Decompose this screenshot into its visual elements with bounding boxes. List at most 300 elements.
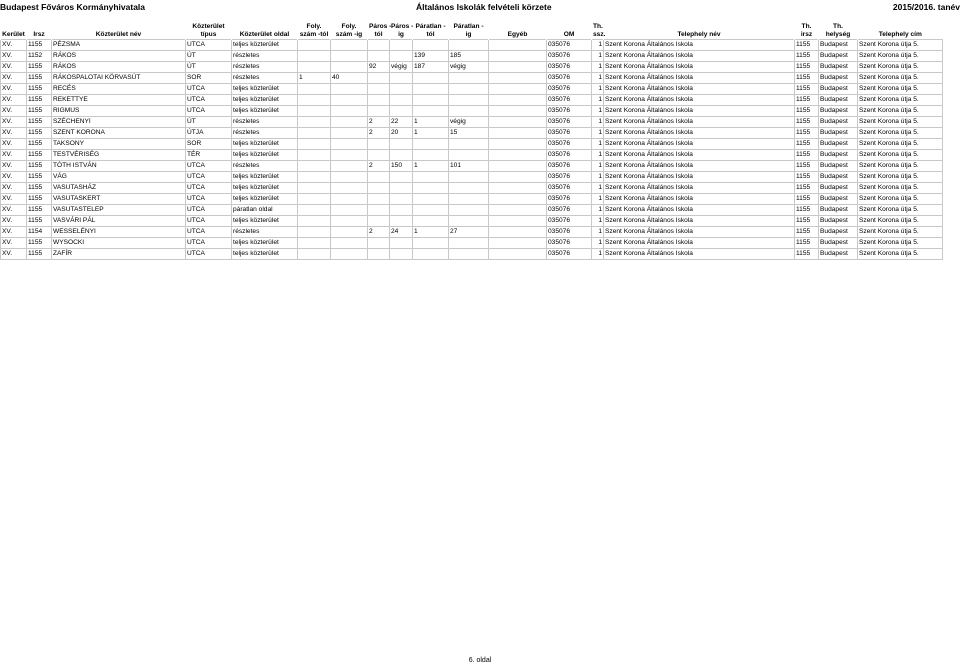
cell-street-name: PÉZSMA (52, 40, 186, 51)
cell-street-side: részletes (232, 128, 298, 139)
column-header-line1: Foly. (306, 23, 322, 30)
cell-other (489, 73, 547, 84)
cell-om-code: 035076 (547, 161, 592, 172)
cell-site-address: Szent Korona útja 5. (858, 172, 943, 183)
cell-site-postal-code: 1155 (795, 51, 819, 62)
column-header-site-city (819, 15, 858, 40)
cell-site-address: Szent Korona útja 5. (858, 139, 943, 150)
cell-street-side: teljes közterület (232, 84, 298, 95)
column-header-street-name (52, 15, 186, 40)
page-number: 6. oldal (468, 657, 492, 664)
cell-site-address: Szent Korona útja 5. (858, 249, 943, 260)
column-header-odd-to (449, 15, 489, 40)
cell-odd-from: 1 (413, 128, 449, 139)
cell-cont-from (298, 216, 331, 227)
cell-street-side: részletes (232, 227, 298, 238)
table-row (1, 139, 943, 150)
cell-street-name: SZENT KORONA (52, 128, 186, 139)
cell-street-side: páratlan oldal (232, 205, 298, 216)
cell-cont-to (331, 172, 368, 183)
cell-cont-to (331, 183, 368, 194)
cell-even-to (390, 95, 413, 106)
cell-cont-from (298, 62, 331, 73)
table-row (1, 161, 943, 172)
cell-site-name: Szent Korona Általános Iskola (604, 139, 795, 150)
cell-odd-to (449, 150, 489, 161)
cell-street-type: UTCA (186, 40, 232, 51)
cell-district: XV. (1, 183, 27, 194)
cell-om-code: 035076 (547, 238, 592, 249)
cell-other (489, 95, 547, 106)
cell-even-to (390, 205, 413, 216)
cell-site-name: Szent Korona Általános Iskola (604, 205, 795, 216)
cell-street-name: RÁKOS (52, 62, 186, 73)
table-row (1, 194, 943, 205)
column-header-line1: Th. (833, 23, 843, 30)
cell-postal-code: 1155 (27, 194, 52, 205)
table-row (1, 40, 943, 51)
cell-street-side: teljes közterület (232, 183, 298, 194)
cell-district: XV. (1, 62, 27, 73)
cell-site-address: Szent Korona útja 5. (858, 194, 943, 205)
column-header-line2: ssz. (593, 31, 606, 38)
cell-site-city: Budapest (819, 117, 858, 128)
cell-cont-from (298, 183, 331, 194)
cell-postal-code: 1155 (27, 172, 52, 183)
column-header-line1 (2, 23, 25, 31)
cell-street-side: részletes (232, 73, 298, 84)
cell-street-name: RECÉS (52, 84, 186, 95)
cell-other (489, 238, 547, 249)
cell-site-city: Budapest (819, 161, 858, 172)
cell-even-to: 22 (390, 117, 413, 128)
cell-street-name: VASUTASHÁZ (52, 183, 186, 194)
cell-site-address: Szent Korona útja 5. (858, 117, 943, 128)
table-row (1, 238, 943, 249)
cell-om-code: 035076 (547, 194, 592, 205)
cell-cont-from (298, 205, 331, 216)
cell-even-from (368, 194, 390, 205)
cell-odd-to: 27 (449, 227, 489, 238)
cell-district: XV. (1, 249, 27, 260)
cell-even-from (368, 95, 390, 106)
cell-even-to: 24 (390, 227, 413, 238)
cell-odd-from: 1 (413, 117, 449, 128)
cell-site-name: Szent Korona Általános Iskola (604, 51, 795, 62)
header-school-year: 2015/2016. tanév (892, 2, 960, 12)
column-header-cont-from (298, 15, 331, 40)
cell-even-from (368, 216, 390, 227)
table-row (1, 117, 943, 128)
cell-district: XV. (1, 106, 27, 117)
cell-odd-to (449, 40, 489, 51)
cell-site-city: Budapest (819, 73, 858, 84)
table-row (1, 95, 943, 106)
cell-site-name: Szent Korona Általános Iskola (604, 106, 795, 117)
column-header-line2: Egyéb (507, 31, 528, 38)
cell-postal-code: 1155 (27, 216, 52, 227)
cell-site-name: Szent Korona Általános Iskola (604, 128, 795, 139)
cell-street-type: ÚTJA (186, 128, 232, 139)
cell-odd-to (449, 95, 489, 106)
cell-cont-from (298, 51, 331, 62)
cell-district: XV. (1, 128, 27, 139)
cell-postal-code: 1155 (27, 161, 52, 172)
cell-odd-from: 1 (413, 161, 449, 172)
cell-odd-from (413, 73, 449, 84)
cell-odd-from (413, 150, 449, 161)
cell-om-code: 035076 (547, 183, 592, 194)
cell-site-postal-code: 1155 (795, 117, 819, 128)
cell-cont-from (298, 150, 331, 161)
column-header-site-number (592, 15, 604, 40)
cell-odd-to (449, 238, 489, 249)
cell-other (489, 40, 547, 51)
cell-site-postal-code: 1155 (795, 194, 819, 205)
cell-odd-to: 101 (449, 161, 489, 172)
cell-even-to (390, 51, 413, 62)
cell-site-postal-code: 1155 (795, 62, 819, 73)
table-row (1, 227, 943, 238)
cell-site-postal-code: 1155 (795, 238, 819, 249)
cell-street-type: UTCA (186, 84, 232, 95)
cell-odd-to (449, 216, 489, 227)
cell-om-code: 035076 (547, 95, 592, 106)
cell-om-code: 035076 (547, 205, 592, 216)
cell-even-to (390, 73, 413, 84)
table-row (1, 150, 943, 161)
cell-street-side: teljes közterület (232, 139, 298, 150)
cell-district: XV. (1, 84, 27, 95)
column-header-om-code (547, 15, 592, 40)
cell-cont-from (298, 249, 331, 260)
cell-other (489, 205, 547, 216)
cell-site-postal-code: 1155 (795, 73, 819, 84)
cell-cont-to (331, 40, 368, 51)
table-row (1, 73, 943, 84)
cell-cont-to (331, 150, 368, 161)
cell-odd-from (413, 194, 449, 205)
cell-site-name: Szent Korona Általános Iskola (604, 238, 795, 249)
cell-other (489, 249, 547, 260)
cell-site-name: Szent Korona Általános Iskola (604, 95, 795, 106)
cell-site-address: Szent Korona útja 5. (858, 128, 943, 139)
cell-om-code: 035076 (547, 128, 592, 139)
cell-site-postal-code: 1155 (795, 106, 819, 117)
cell-odd-to: végig (449, 117, 489, 128)
cell-even-from (368, 139, 390, 150)
cell-site-address: Szent Korona útja 5. (858, 150, 943, 161)
cell-street-side: teljes közterület (232, 238, 298, 249)
column-header-line1: Páratlan - (415, 23, 446, 30)
cell-site-city: Budapest (819, 150, 858, 161)
cell-cont-to: 40 (331, 73, 368, 84)
cell-even-from (368, 73, 390, 84)
cell-odd-from (413, 139, 449, 150)
column-header-line2: tól (426, 31, 435, 38)
cell-postal-code: 1155 (27, 84, 52, 95)
column-header-line1 (233, 23, 296, 31)
column-header-line1: Th. (593, 23, 603, 30)
cell-site-name: Szent Korona Általános Iskola (604, 62, 795, 73)
column-header-even-from (368, 15, 390, 40)
cell-even-from (368, 40, 390, 51)
cell-site-number: 1 (592, 249, 604, 260)
cell-odd-to (449, 139, 489, 150)
cell-site-name: Szent Korona Általános Iskola (604, 150, 795, 161)
cell-even-from (368, 106, 390, 117)
cell-cont-from (298, 128, 331, 139)
cell-cont-from (298, 172, 331, 183)
column-header-line1 (605, 23, 793, 31)
cell-street-name: VASUTASTELEP (52, 205, 186, 216)
cell-om-code: 035076 (547, 106, 592, 117)
cell-site-city: Budapest (819, 40, 858, 51)
cell-site-city: Budapest (819, 172, 858, 183)
column-header-site-address (858, 15, 943, 40)
cell-site-city: Budapest (819, 183, 858, 194)
cell-cont-from (298, 117, 331, 128)
cell-cont-to (331, 249, 368, 260)
cell-street-type: UTCA (186, 227, 232, 238)
cell-odd-from (413, 106, 449, 117)
cell-district: XV. (1, 238, 27, 249)
column-header-line1 (53, 23, 184, 31)
table-row (1, 106, 943, 117)
cell-postal-code: 1154 (27, 227, 52, 238)
cell-even-from (368, 84, 390, 95)
cell-site-city: Budapest (819, 249, 858, 260)
column-header-line1 (859, 23, 942, 31)
column-header-line2: Közterület név (95, 31, 142, 38)
cell-other (489, 106, 547, 117)
cell-cont-to (331, 238, 368, 249)
column-header-line2: OM (563, 31, 575, 38)
cell-district: XV. (1, 150, 27, 161)
cell-site-number: 1 (592, 183, 604, 194)
cell-even-from: 2 (368, 128, 390, 139)
cell-site-city: Budapest (819, 139, 858, 150)
cell-om-code: 035076 (547, 117, 592, 128)
cell-cont-to (331, 227, 368, 238)
cell-district: XV. (1, 51, 27, 62)
cell-postal-code: 1155 (27, 106, 52, 117)
cell-om-code: 035076 (547, 216, 592, 227)
cell-other (489, 172, 547, 183)
cell-site-address: Szent Korona útja 5. (858, 62, 943, 73)
cell-cont-from (298, 194, 331, 205)
cell-site-number: 1 (592, 51, 604, 62)
cell-site-postal-code: 1155 (795, 227, 819, 238)
cell-even-to (390, 106, 413, 117)
cell-even-from (368, 150, 390, 161)
cell-site-number: 1 (592, 172, 604, 183)
cell-even-to (390, 216, 413, 227)
cell-site-number: 1 (592, 84, 604, 95)
cell-street-name: RIGMUS (52, 106, 186, 117)
cell-postal-code: 1155 (27, 238, 52, 249)
cell-even-from (368, 249, 390, 260)
cell-district: XV. (1, 216, 27, 227)
column-header-street-side (232, 15, 298, 40)
cell-site-address: Szent Korona útja 5. (858, 40, 943, 51)
cell-site-name: Szent Korona Általános Iskola (604, 249, 795, 260)
cell-other (489, 51, 547, 62)
cell-street-type: UTCA (186, 172, 232, 183)
table-row (1, 183, 943, 194)
table-row (1, 84, 943, 95)
cell-om-code: 035076 (547, 62, 592, 73)
cell-site-name: Szent Korona Általános Iskola (604, 40, 795, 51)
cell-site-number: 1 (592, 139, 604, 150)
table-row (1, 62, 943, 73)
cell-postal-code: 1155 (27, 150, 52, 161)
table-row (1, 216, 943, 227)
cell-street-type: ÚT (186, 62, 232, 73)
column-header-district (1, 15, 27, 40)
cell-street-name: WYSOCKI (52, 238, 186, 249)
cell-street-type: UTCA (186, 183, 232, 194)
cell-other (489, 117, 547, 128)
cell-site-postal-code: 1155 (795, 84, 819, 95)
cell-even-from (368, 205, 390, 216)
column-header-line2: szám -ig (335, 31, 363, 38)
column-header-line2: irsz (800, 31, 813, 38)
cell-odd-from: 1 (413, 227, 449, 238)
cell-site-city: Budapest (819, 216, 858, 227)
cell-street-name: RÁKOSPALOTAI KÖRVASÚT (52, 73, 186, 84)
cell-even-to: végig (390, 62, 413, 73)
cell-site-city: Budapest (819, 205, 858, 216)
cell-even-to (390, 249, 413, 260)
cell-cont-from: 1 (298, 73, 331, 84)
cell-site-number: 1 (592, 205, 604, 216)
cell-district: XV. (1, 227, 27, 238)
cell-other (489, 227, 547, 238)
cell-site-address: Szent Korona útja 5. (858, 73, 943, 84)
column-header-line2: szám -tól (299, 31, 329, 38)
cell-site-postal-code: 1155 (795, 216, 819, 227)
cell-even-to (390, 172, 413, 183)
cell-site-name: Szent Korona Általános Iskola (604, 227, 795, 238)
cell-street-name: REKETTYE (52, 95, 186, 106)
cell-site-city: Budapest (819, 238, 858, 249)
page-header (0, 0, 960, 14)
cell-district: XV. (1, 172, 27, 183)
cell-site-postal-code: 1155 (795, 40, 819, 51)
cell-street-name: TAKSONY (52, 139, 186, 150)
cell-district: XV. (1, 139, 27, 150)
table-row (1, 249, 943, 260)
cell-cont-to (331, 117, 368, 128)
column-header-line1: Foly. (341, 23, 357, 30)
cell-street-name: TÓTH ISTVÁN (52, 161, 186, 172)
cell-site-address: Szent Korona útja 5. (858, 216, 943, 227)
cell-street-name: TESTVÉRISÉG (52, 150, 186, 161)
column-header-line1: Páros - (369, 23, 392, 30)
cell-site-name: Szent Korona Általános Iskola (604, 172, 795, 183)
cell-even-from: 2 (368, 161, 390, 172)
cell-cont-to (331, 62, 368, 73)
cell-site-address: Szent Korona útja 5. (858, 227, 943, 238)
cell-site-address: Szent Korona útja 5. (858, 84, 943, 95)
column-header-line1: Páratlan - (453, 23, 484, 30)
cell-odd-from (413, 95, 449, 106)
cell-even-to (390, 194, 413, 205)
cell-even-from (368, 51, 390, 62)
cell-other (489, 84, 547, 95)
cell-cont-to (331, 128, 368, 139)
cell-street-type: UTCA (186, 238, 232, 249)
cell-street-side: részletes (232, 62, 298, 73)
cell-cont-to (331, 139, 368, 150)
column-header-line2: tól (374, 31, 383, 38)
cell-other (489, 161, 547, 172)
cell-cont-to (331, 95, 368, 106)
cell-site-postal-code: 1155 (795, 139, 819, 150)
cell-cont-to (331, 161, 368, 172)
column-header-odd-from (413, 15, 449, 40)
cell-even-from: 92 (368, 62, 390, 73)
cell-cont-from (298, 238, 331, 249)
column-header-site-postal-code (795, 15, 819, 40)
cell-site-postal-code: 1155 (795, 183, 819, 194)
cell-site-address: Szent Korona útja 5. (858, 205, 943, 216)
cell-odd-to (449, 73, 489, 84)
cell-site-number: 1 (592, 117, 604, 128)
cell-district: XV. (1, 117, 27, 128)
cell-site-city: Budapest (819, 95, 858, 106)
column-header-line2: Kerület (2, 31, 25, 38)
cell-site-number: 1 (592, 40, 604, 51)
cell-other (489, 183, 547, 194)
cell-street-type: SOR (186, 139, 232, 150)
column-header-line1 (548, 23, 590, 31)
cell-even-from (368, 172, 390, 183)
cell-other (489, 139, 547, 150)
cell-site-address: Szent Korona útja 5. (858, 106, 943, 117)
cell-postal-code: 1155 (27, 183, 52, 194)
column-header-site-name (604, 15, 795, 40)
column-header-line2: Telephely név (677, 31, 721, 38)
cell-district: XV. (1, 73, 27, 84)
column-header-cont-to (331, 15, 368, 40)
table-row (1, 205, 943, 216)
cell-street-side: teljes közterület (232, 216, 298, 227)
district-table (0, 15, 943, 260)
cell-odd-to (449, 249, 489, 260)
cell-site-city: Budapest (819, 128, 858, 139)
cell-odd-from (413, 238, 449, 249)
cell-street-name: WESSELÉNYI (52, 227, 186, 238)
cell-cont-from (298, 40, 331, 51)
cell-odd-from (413, 172, 449, 183)
cell-site-number: 1 (592, 194, 604, 205)
cell-street-name: SZÉCHENYI (52, 117, 186, 128)
cell-postal-code: 1152 (27, 51, 52, 62)
cell-street-side: teljes közterület (232, 40, 298, 51)
cell-postal-code: 1155 (27, 128, 52, 139)
cell-site-number: 1 (592, 227, 604, 238)
cell-odd-to: 185 (449, 51, 489, 62)
cell-cont-from (298, 84, 331, 95)
cell-site-number: 1 (592, 73, 604, 84)
cell-site-address: Szent Korona útja 5. (858, 95, 943, 106)
cell-street-name: ZAFÍR (52, 249, 186, 260)
cell-om-code: 035076 (547, 249, 592, 260)
cell-site-city: Budapest (819, 62, 858, 73)
cell-district: XV. (1, 194, 27, 205)
